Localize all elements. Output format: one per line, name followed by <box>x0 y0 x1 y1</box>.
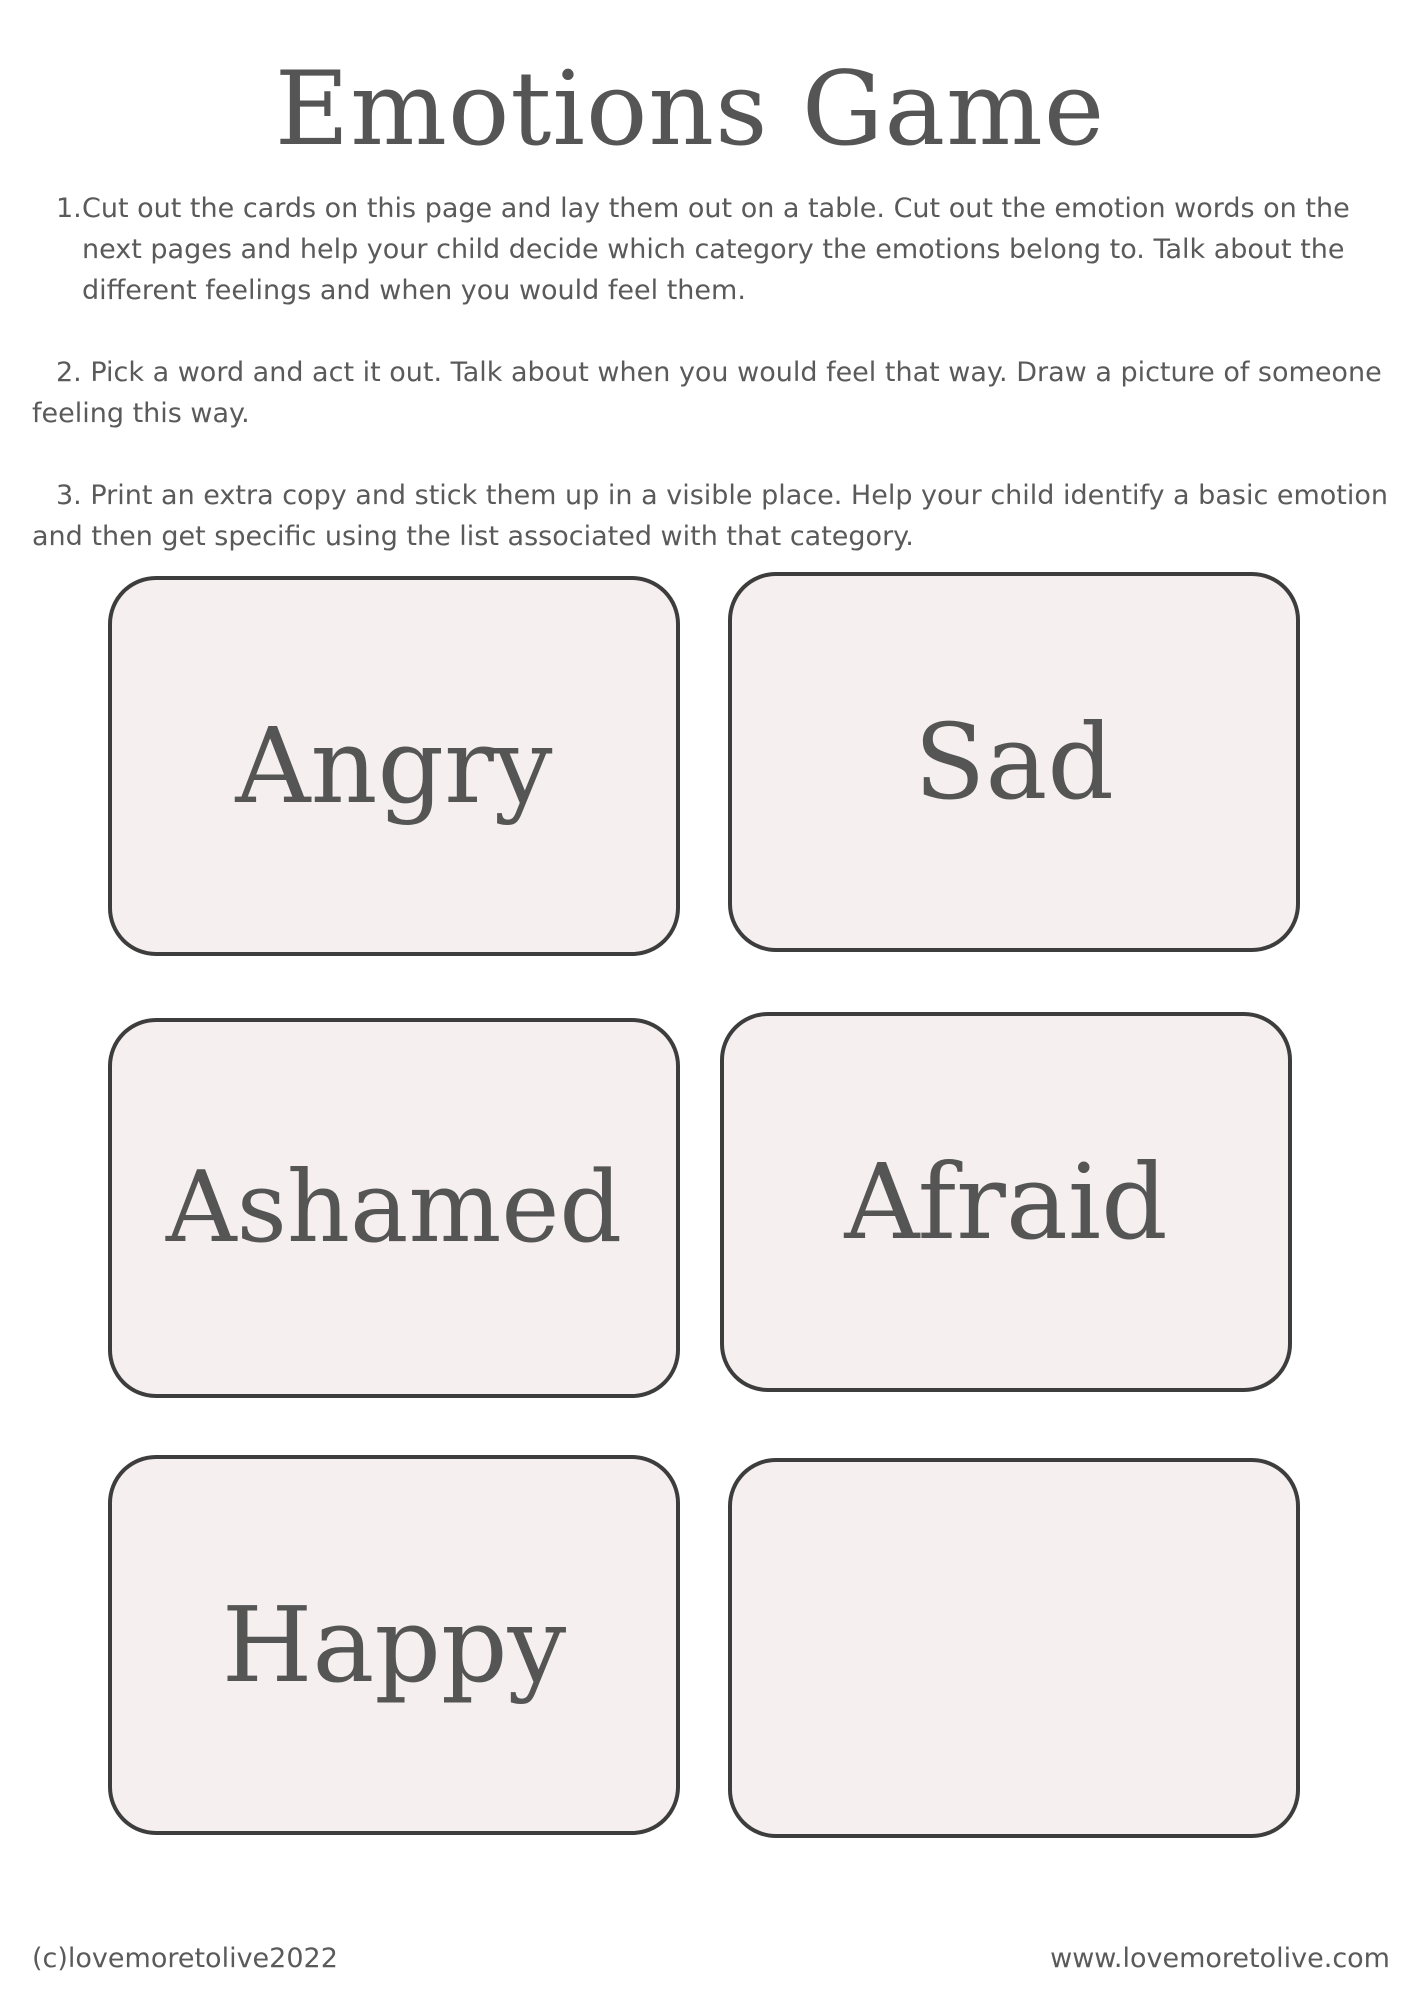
instruction-1-text: Cut out the cards on this page and lay them out on a table. Cut out the emotion words on the next pages and help your child decide which category the emotions belong to. Talk about the different feelings and when you would feel them. <box>82 193 1350 306</box>
card-label: Afraid <box>844 1141 1168 1263</box>
emotion-card-afraid <box>720 1012 1292 1392</box>
emotion-card-angry <box>108 576 680 956</box>
instruction-2-text: 2. Pick a word and act it out. Talk about when you would feel that way. Draw a picture of someone feeling this way. <box>32 357 1382 429</box>
instruction-3 <box>32 475 1392 557</box>
card-label: Ashamed <box>165 1151 623 1265</box>
emotion-card-sad <box>728 572 1300 952</box>
footer-website: www.lovemoretolive.com <box>1050 1943 1390 1974</box>
card-label: Happy <box>221 1584 567 1706</box>
instruction-1-number: 1. <box>56 193 82 224</box>
emotion-card-ashamed <box>108 1018 680 1398</box>
page-title: Emotions Game <box>274 50 1106 169</box>
instruction-1 <box>52 188 1382 311</box>
emotion-card-blank <box>728 1458 1300 1838</box>
instruction-3-text: 3. Print an extra copy and stick them up in a visible place. Help your child identify a basic emotion and then get specific using the list associated with that category. <box>32 480 1389 552</box>
card-label: Sad <box>914 701 1114 823</box>
emotion-card-happy <box>108 1455 680 1835</box>
card-label: Angry <box>235 705 553 827</box>
footer-copyright: (c)lovemoretolive2022 <box>32 1943 338 1974</box>
instruction-2 <box>32 352 1392 434</box>
